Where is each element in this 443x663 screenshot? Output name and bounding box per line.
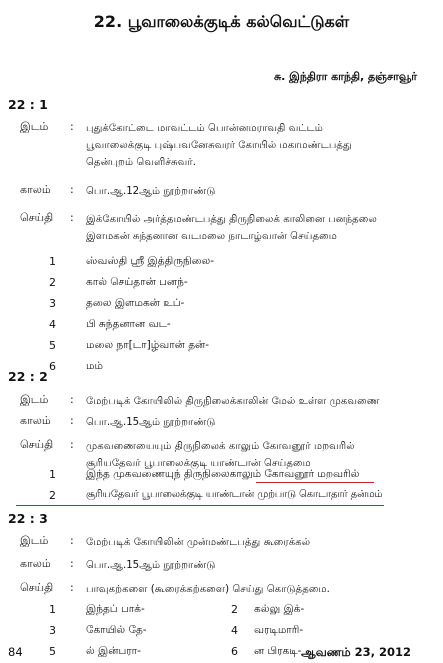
section-number: 22 : 1	[8, 97, 48, 112]
field-value	[86, 393, 426, 410]
inscription-line-number: 2	[49, 489, 56, 502]
field-colon: :	[70, 414, 74, 427]
value-line: பொ.ஆ.15ஆம் நூற்றாண்டு	[86, 417, 216, 428]
inscription-line-number: 1	[49, 603, 56, 616]
page-title: 22. பூவாலைக்குடிக் கல்வெட்டுகள்	[93, 12, 350, 31]
inscription-line-text: கால் செய்தான் பனந்-	[86, 276, 188, 288]
field-colon: :	[70, 581, 74, 594]
inscription-line-number: 6	[49, 360, 56, 373]
field-label: செய்தி	[20, 581, 54, 594]
field-label: செய்தி	[20, 438, 54, 451]
inscription-line-text: கோயில் தே-	[86, 624, 147, 636]
inscription-line-text: மலை நா[டா]ழ்வான் தன்-	[86, 339, 210, 351]
field-label: இடம்	[20, 393, 49, 406]
section-number: 22 : 3	[8, 511, 48, 526]
value-line: முகவணையையும் திருநிலைக் காலும் கோவனூர் மறவரில்	[86, 441, 355, 452]
value-line: இக்கோயில் அர்த்தமண்டபத்து திருநிலைக் காலினை பனந்தலை	[86, 214, 377, 225]
inscription-line-number: 4	[49, 318, 56, 331]
value-line: மேற்படிக் கோயிலில் திருநிலைக்காலின் மேல் உள்ள முகவணை	[86, 396, 380, 407]
field-value	[86, 534, 426, 551]
field-label: காலம்	[20, 183, 51, 196]
field-value	[86, 211, 426, 245]
value-line: பொ.ஆ.15ஆம் நூற்றாண்டு	[86, 560, 216, 571]
section-number: 22 : 2	[8, 369, 48, 384]
inscription-line-number: 1	[49, 255, 56, 268]
page-number: 84	[8, 645, 23, 659]
value-line: மேற்படிக் கோயிலின் முன்மண்டபத்து கூரைக்கல்	[86, 537, 311, 548]
value-line: புதுக்கோட்டை மாவட்டம் பொன்னமராவதி வட்டம்	[86, 123, 323, 134]
value-line: இளமகன் சுந்தனான வடமலை நாடாழ்வான் செய்தமை	[86, 231, 337, 242]
inscription-line-text: இந்த முகவணையுந் திருநிலைகாலும் கோவனூர் மறவரில்	[86, 468, 360, 480]
inscription-line-number: 6	[231, 645, 238, 658]
inscription-line-text: மம்	[86, 360, 103, 372]
field-value	[86, 183, 426, 200]
underline-mark	[256, 482, 374, 483]
value-line: பாவுகற்களை (கூரைக்கற்களை) செய்து கொடுத்தமை.	[86, 584, 330, 595]
field-value	[86, 414, 426, 431]
inscription-line-text: கல்லு இக்-	[254, 603, 305, 615]
field-label: செய்தி	[20, 211, 54, 224]
value-line: பொ.ஆ.12ஆம் நூற்றாண்டு	[86, 186, 216, 197]
field-colon: :	[70, 183, 74, 196]
field-colon: :	[70, 438, 74, 451]
inscription-line-text: ன பிரகடி-	[254, 645, 302, 657]
inscription-line-text: தலை இளமகன் உப்-	[86, 297, 185, 309]
inscription-line-text: ல் இன்பரா-	[86, 645, 141, 657]
field-label: இடம்	[20, 120, 49, 133]
inscription-line-text: இந்தப் பாக்-	[86, 603, 145, 615]
field-label: காலம்	[20, 557, 51, 570]
field-colon: :	[70, 211, 74, 224]
field-label: இடம்	[20, 534, 49, 547]
inscription-line-number: 4	[231, 624, 238, 637]
inscription-line-number: 2	[231, 603, 238, 616]
inscription-line-text: வரடிமாரி-	[254, 624, 304, 636]
field-value	[86, 581, 426, 598]
value-line: சூரியதேவர் பூபாலைக்குடி யாண்டான் செய்தமை	[86, 458, 311, 469]
underline-mark	[16, 505, 384, 506]
field-label: காலம்	[20, 414, 51, 427]
inscription-line-text: பி சுந்தனான வட-	[86, 318, 171, 330]
inscription-line-number: 5	[49, 645, 56, 658]
inscription-line-text: சூரியதேவர் பூபாலைக்குடி யாண்டான் முற்பாடு கொடாதார் தன்மம்	[86, 489, 383, 500]
field-colon: :	[70, 120, 74, 133]
inscription-line-number: 3	[49, 297, 56, 310]
author-line: சு. இந்திரா காந்தி, தஞ்சாவூர்	[273, 70, 417, 83]
inscription-line-number: 5	[49, 339, 56, 352]
field-colon: :	[70, 393, 74, 406]
inscription-line-number: 3	[49, 624, 56, 637]
inscription-line-number: 1	[49, 468, 56, 481]
value-line: தென்புறம் வெளிச்சுவர்.	[86, 157, 196, 168]
field-value	[86, 557, 426, 574]
field-colon: :	[70, 534, 74, 547]
inscription-line-text: ஸ்வஸ்தி ஸ்ரீ இத்திருநிலை-	[86, 255, 215, 267]
field-colon: :	[70, 557, 74, 570]
field-value	[86, 438, 426, 472]
inscription-line-number: 2	[49, 276, 56, 289]
journal-issue: ஆவணம் 23, 2012	[301, 645, 411, 659]
value-line: பூவாலைக்குடி புஷ்பவனேசுவரர் கோயில் மகாமண்டபத்து	[86, 140, 352, 151]
field-value	[86, 120, 426, 171]
